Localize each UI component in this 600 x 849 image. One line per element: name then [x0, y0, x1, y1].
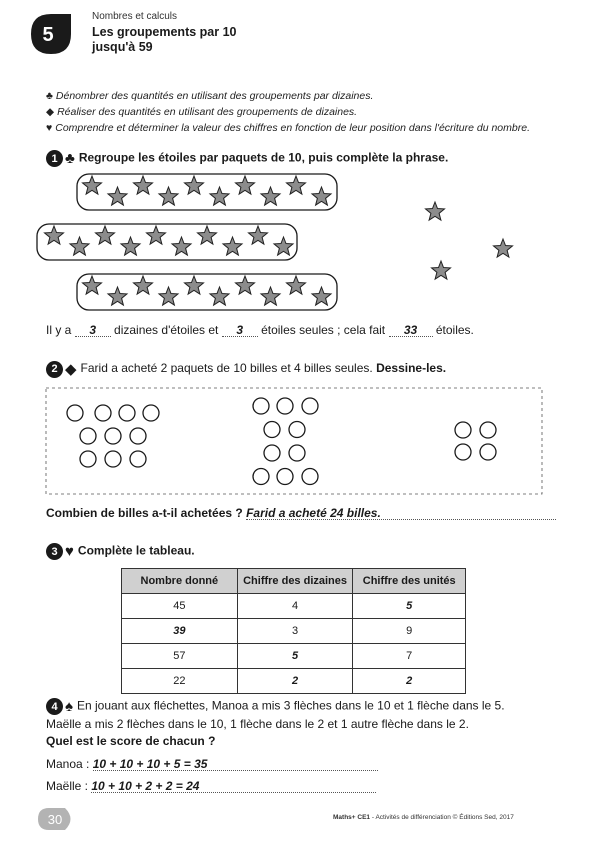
marble-circle: [277, 469, 293, 485]
star-icon: [287, 276, 306, 294]
star-icon: [185, 176, 204, 194]
marble-circle: [80, 428, 96, 444]
manoa-answer[interactable]: 10 + 10 + 10 + 5 = 35: [93, 758, 378, 771]
star-icon: [287, 176, 306, 194]
club-icon: ♣: [46, 90, 53, 102]
star-icon: [172, 237, 191, 255]
star-icon: [261, 287, 280, 305]
ex1-answer-dizaines[interactable]: 3: [75, 324, 111, 337]
ex4-maelle-line: [46, 779, 376, 793]
place-value-table: [121, 568, 466, 694]
ex1-sentence-part: Il y a: [46, 323, 72, 337]
marble-circle: [264, 422, 280, 438]
diamond-icon: ◆: [46, 106, 55, 118]
table-header: Chiffre des dizaines: [237, 569, 353, 594]
table-cell: 45: [122, 594, 238, 619]
star-icon: [210, 287, 229, 305]
footer-brand: Maths+ CE1: [333, 814, 371, 821]
heart-icon: ♥: [46, 122, 53, 134]
marble-circle: [130, 451, 146, 467]
diamond-icon: ◆: [65, 361, 77, 378]
page-number: 30: [47, 812, 63, 827]
ex3-instruction: Complète le tableau.: [77, 543, 195, 558]
star-icon: [312, 287, 331, 305]
star-icon: [261, 187, 280, 205]
star-icon: [121, 237, 140, 255]
ex1-sentence-part: étoiles seules ; cela fait: [261, 323, 386, 337]
star-icon: [147, 226, 166, 244]
ex1-sentence: [46, 323, 474, 337]
maelle-label: Maëlle :: [46, 779, 89, 793]
star-icon: [198, 226, 217, 244]
table-header: Nombre donné: [122, 569, 238, 594]
marble-circle: [302, 469, 318, 485]
marble-circle: [455, 422, 471, 438]
ex2-instruction: Farid a acheté 2 paquets de 10 billes et 4 billes seules.: [80, 361, 373, 376]
star-icon: [223, 237, 242, 255]
ex1-answer-seules[interactable]: 3: [222, 324, 258, 337]
marble-circle: [119, 405, 135, 421]
marble-circle: [277, 398, 293, 414]
marble-circle: [253, 469, 269, 485]
table-cell: 57: [122, 644, 238, 669]
manoa-label: Manoa :: [46, 757, 90, 771]
objective-text: Réaliser des quantités en utilisant des groupements de dizaines.: [57, 106, 358, 118]
table-row: [122, 644, 466, 669]
ex2-number: 2: [46, 361, 63, 378]
star-icon: [159, 287, 178, 305]
table-cell: 7: [353, 644, 466, 669]
table-answer-cell[interactable]: 39: [122, 619, 238, 644]
table-answer-cell[interactable]: 5: [237, 644, 353, 669]
marble-circle: [253, 398, 269, 414]
ex1-number: 1: [46, 150, 63, 167]
star-icon: [494, 239, 513, 257]
table-answer-cell[interactable]: 5: [353, 594, 466, 619]
table-cell: 3: [237, 619, 353, 644]
objective-item: [46, 120, 530, 136]
spade-icon: ♠: [65, 698, 73, 715]
table-cell: 9: [353, 619, 466, 644]
table-answer-cell[interactable]: 2: [353, 669, 466, 694]
star-icon: [432, 261, 451, 279]
ex4-number: 4: [46, 698, 63, 715]
star-icon: [83, 176, 102, 194]
ex4-line1: [46, 698, 505, 715]
ex2-question: Combien de billes a-t-il achetées ?: [46, 506, 243, 520]
ex2-heading: [46, 360, 446, 378]
table-row: [122, 594, 466, 619]
chapter-number: 5: [42, 24, 54, 46]
ex2-instruction-bold: Dessine-les.: [376, 361, 447, 376]
page-title-line2: jusqu'à 59: [92, 40, 153, 54]
table-row: [122, 619, 466, 644]
ex1-sentence-part: étoiles.: [435, 323, 474, 337]
marble-circle: [105, 451, 121, 467]
ex1-instruction: Regroupe les étoiles par paquets de 10, puis complète la phrase.: [78, 150, 449, 165]
objective-item: [46, 104, 530, 120]
marble-circle: [455, 444, 471, 460]
ex2-question-line: [46, 506, 556, 520]
star-icon: [426, 202, 445, 220]
table-cell: 22: [122, 669, 238, 694]
marble-circle: [143, 405, 159, 421]
ex2-answer[interactable]: Farid a acheté 24 billes.: [246, 507, 556, 520]
marble-circle: [289, 445, 305, 461]
marble-circle: [80, 451, 96, 467]
ex4-manoa-line: [46, 757, 378, 771]
ex4-text-line1: En jouant aux fléchettes, Manoa a mis 3 flèches dans le 10 et 1 flèche dans le 5.: [76, 698, 505, 713]
star-icon: [249, 226, 268, 244]
star-icon: [83, 276, 102, 294]
star-icon: [274, 237, 293, 255]
table-header: Chiffre des unités: [353, 569, 466, 594]
page-title-line1: Les groupements par 10: [92, 25, 237, 39]
footer-credit: [333, 814, 514, 821]
star-icon: [45, 226, 64, 244]
star-icon: [236, 276, 255, 294]
star-icon: [108, 187, 127, 205]
ex3-heading: [46, 543, 195, 560]
footer-credit-text: - Activités de différenciation © Éditions Sed, 2017: [370, 814, 514, 821]
chapter-category: Nombres et calculs: [92, 11, 178, 22]
marble-circle: [95, 405, 111, 421]
chapter-badge: [27, 10, 75, 58]
objectives-list: [46, 88, 530, 136]
star-icon: [210, 187, 229, 205]
marble-circle: [264, 445, 280, 461]
marble-circle: [289, 422, 305, 438]
page-number-badge: [38, 808, 76, 830]
star-icon: [70, 237, 89, 255]
ex1-answer-total[interactable]: 33: [389, 324, 433, 337]
marble-circle: [67, 405, 83, 421]
ex4-question: Quel est le score de chacun ?: [46, 734, 216, 748]
star-icon: [312, 187, 331, 205]
star-icon: [236, 176, 255, 194]
marble-circle: [130, 428, 146, 444]
club-icon: ♣: [65, 150, 75, 167]
objective-text: Comprendre et déterminer la valeur des chiffres en fonction de leur position dans l'écriture du nombre.: [55, 122, 530, 134]
ex4-text-line2: Maëlle a mis 2 flèches dans le 10, 1 flèche dans le 2 et 1 autre flèche dans le 2.: [46, 717, 469, 731]
marble-circle: [105, 428, 121, 444]
table-cell: 4: [237, 594, 353, 619]
star-icon: [185, 276, 204, 294]
heart-icon: ♥: [65, 543, 74, 560]
table-header-row: [122, 569, 466, 594]
star-icon: [134, 276, 153, 294]
table-answer-cell[interactable]: 2: [237, 669, 353, 694]
page-title: [92, 25, 237, 55]
ex1-stars-figure: [0, 165, 600, 315]
star-icon: [159, 187, 178, 205]
ex1-sentence-part: dizaines d'étoiles et: [114, 323, 219, 337]
objective-item: [46, 88, 530, 104]
marble-circle: [480, 422, 496, 438]
ex2-drawing-area[interactable]: [0, 385, 600, 497]
marble-circle: [480, 444, 496, 460]
objective-text: Dénombrer des quantités en utilisant des groupements par dizaines.: [55, 90, 374, 102]
ex3-number: 3: [46, 543, 63, 560]
star-icon: [96, 226, 115, 244]
star-icon: [134, 176, 153, 194]
table-row: [122, 669, 466, 694]
star-icon: [108, 287, 127, 305]
marble-circle: [302, 398, 318, 414]
maelle-answer[interactable]: 10 + 10 + 2 + 2 = 24: [91, 780, 376, 793]
